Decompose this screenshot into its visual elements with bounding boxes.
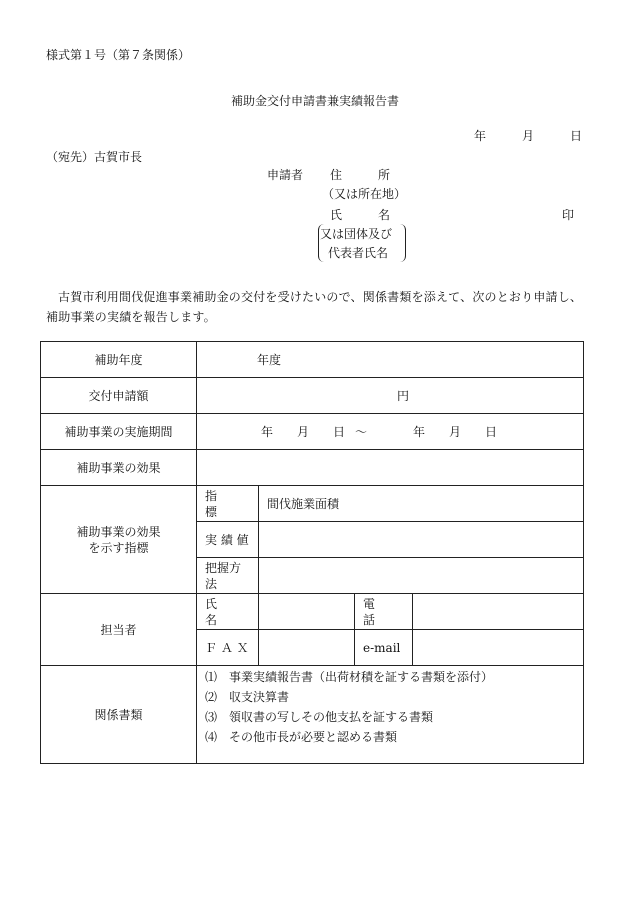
- contact-name-label: 氏 名: [197, 594, 259, 630]
- form-number: 様式第１号（第７条関係）: [46, 48, 191, 62]
- period-to-day: 日: [485, 425, 498, 439]
- date-day-label: 日: [570, 129, 583, 143]
- addressee: （宛先）古賀市長: [46, 150, 143, 164]
- table-row: [41, 594, 584, 630]
- result-label: 実 績 値: [197, 522, 259, 558]
- period-to-year: 年: [413, 425, 426, 439]
- contact-fax-field[interactable]: [259, 630, 355, 666]
- amount-field[interactable]: [197, 378, 584, 414]
- table-row: [41, 666, 584, 764]
- table-row: [41, 450, 584, 486]
- amount-label: 交付申請額: [41, 378, 197, 414]
- period-from-month: 月: [297, 425, 310, 439]
- contact-label: 担当者: [41, 594, 197, 666]
- docs-list: [197, 666, 584, 764]
- applicant-label: 申請者: [267, 168, 304, 182]
- contact-fax-label: Ｆ Ａ Ｘ: [197, 630, 259, 666]
- application-table: [40, 341, 584, 764]
- group-label: 又は団体及び: [320, 227, 393, 241]
- table-row: [41, 486, 584, 522]
- indicator-group-label-line1: 補助事業の効果: [76, 524, 161, 539]
- contact-email-label: e-mail: [355, 630, 413, 666]
- name-label-1: 氏: [330, 208, 343, 222]
- application-statement: 古賀市利用間伐促進事業補助金の交付を受けたいので、関係書類を添えて、次のとおり申請し、補助事業の実績を報告します。: [46, 290, 583, 324]
- contact-name-field[interactable]: [259, 594, 355, 630]
- period-from-year: 年: [261, 425, 274, 439]
- address-label-1: 住: [330, 168, 343, 182]
- fiscal-year-label: 補助年度: [41, 342, 197, 378]
- contact-phone-label: 電 話: [355, 594, 413, 630]
- date-year-label: 年: [474, 129, 487, 143]
- name-label-2: 名: [378, 208, 391, 222]
- indicator-label: 指 標: [197, 486, 259, 522]
- docs-label: 関係書類: [41, 666, 197, 764]
- date-month-label: 月: [522, 129, 535, 143]
- address-sub-label: （又は所在地）: [322, 187, 407, 201]
- indicator-value: 間伐施業面積: [259, 486, 584, 522]
- effect-label: 補助事業の効果: [41, 450, 197, 486]
- docs-item: ⑷ その他市長が必要と認める書類: [205, 730, 398, 744]
- docs-item: ⑴ 事業実績報告書（出荷材積を証する書類を添付）: [205, 670, 494, 684]
- table-row: [41, 414, 584, 450]
- indicator-group-label-line2: を示す指標: [88, 540, 149, 555]
- period-label: 補助事業の実施期間: [41, 414, 197, 450]
- period-separator: ～: [355, 425, 368, 439]
- contact-email-field[interactable]: [413, 630, 584, 666]
- fiscal-year-unit: 年度: [257, 352, 282, 367]
- docs-item: ⑵ 収支決算書: [205, 690, 290, 704]
- period-from-day: 日: [333, 425, 346, 439]
- period-field[interactable]: [197, 414, 584, 450]
- fiscal-year-field[interactable]: [197, 342, 584, 378]
- docs-item: ⑶ 領収書の写しその他支払を証する書類: [205, 710, 434, 724]
- amount-unit: 円: [397, 389, 410, 403]
- document-title: 補助金交付申請書兼実績報告書: [230, 94, 399, 108]
- address-label-2: 所: [378, 168, 391, 182]
- contact-phone-field[interactable]: [413, 594, 584, 630]
- period-to-month: 月: [449, 425, 462, 439]
- method-label: 把握方法: [197, 558, 259, 594]
- method-field[interactable]: [259, 558, 584, 594]
- table-row: [41, 378, 584, 414]
- indicator-group-label: [41, 486, 197, 594]
- table-row: [41, 342, 584, 378]
- seal-mark: 印: [562, 208, 575, 222]
- effect-field[interactable]: [197, 450, 584, 486]
- representative-label: 代表者氏名: [328, 246, 389, 260]
- result-field[interactable]: [259, 522, 584, 558]
